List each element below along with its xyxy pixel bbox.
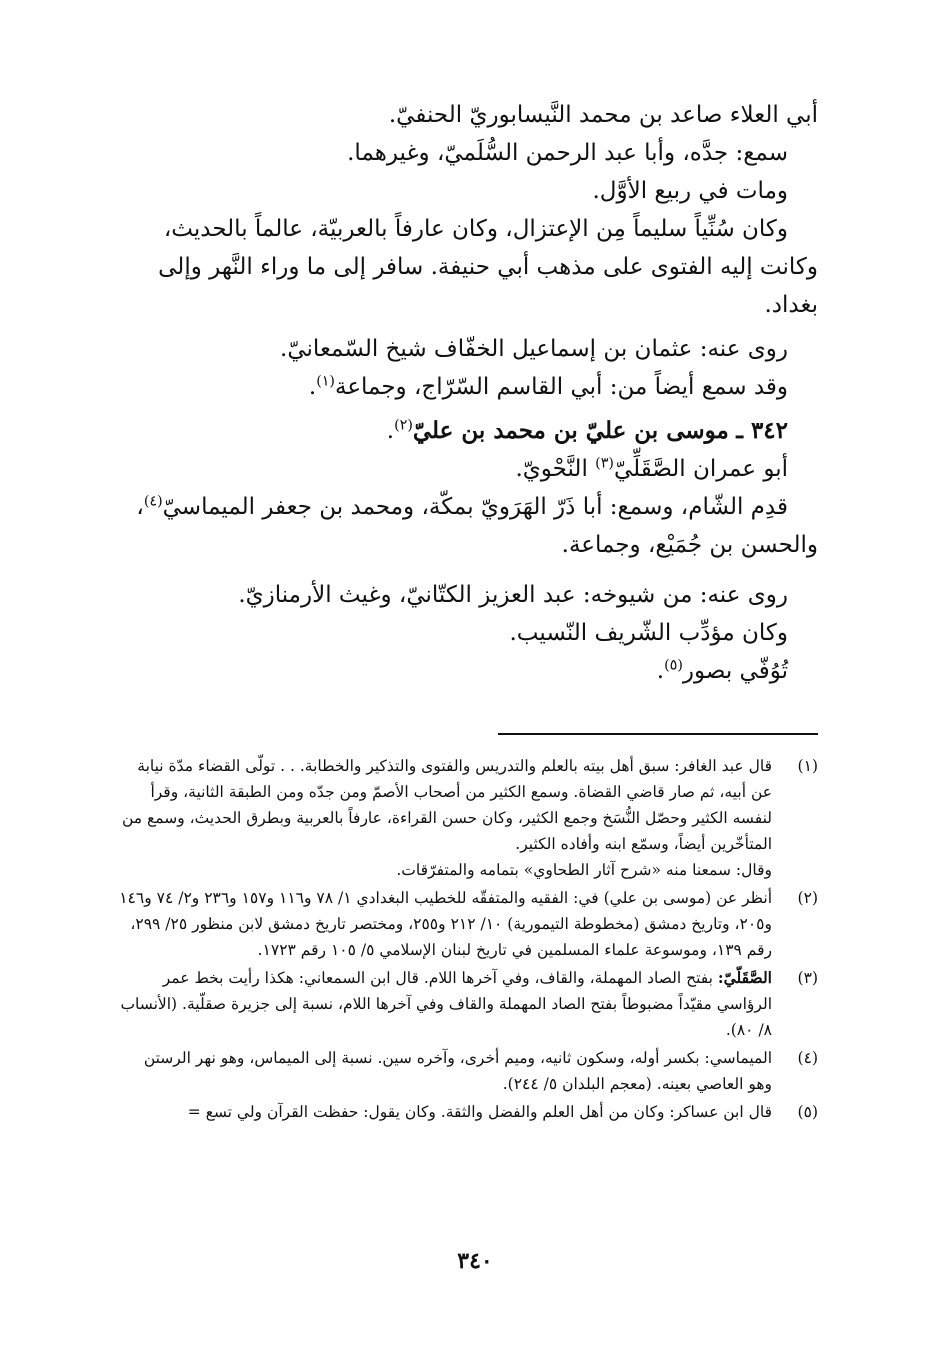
line-text: تُوُفّي بصور [682,658,788,684]
text-line: قدِم الشّام، وسمع: أبا ذَرّ الهَرَويّ بمكّة، ومحمد بن جعفر الميماسيّ$^{(٤)}$، [136,493,788,520]
footnotes [118,753,818,1127]
footnote-text: الميماسي: بكسر أوله، وسكون ثانيه، وميم أخرى، وآخره سين. نسبة إلى الميماس، وهو نهر الرستن وهو العاصي بعينه. (معجم البلدان ٥/ ٢٤٤). [143,1049,772,1093]
footnote-marker: (٣) [595,455,614,472]
entry-heading: ٣٤٢ ـ موسى بن عليّ بن محمد بن عليّ$^{(٢)}$. [386,417,788,444]
footnote-text: أنظر عن (موسى بن علي) في: الفقيه والمتفقّه للخطيب البغدادي ١/ ٧٨ و١١٦ و١٥٧ و٢٣٦ و٢/ ٧٤ و١٤٦ و٢٠٥، وتاريخ دمشق (مخطوطة التيمورية) ١٠/ ٢١٢ و٢٥٥، ومختصر تاريخ دمشق لابن منظور ٢٥/ ٢٩٩، رقم ١٣٩، وموسوعة علماء المسلمين في تاريخ لبنان الإسلامي ٥/ ١٠٥ رقم ١٧٢٣. [119,889,772,959]
footnote-text: قال ابن عساكر: وكان من أهل العلم والفضل والثقة. وكان يقول: حفظت القرآن ولي تسع = [187,1103,772,1121]
text-line: وقد سمع أيضاً من: أبي القاسم السّرّاج، وجماعة$^{(١)}$. [308,373,788,400]
footnote [118,1099,818,1125]
footnote-separator [498,733,818,735]
footnote-number: (٣) [797,969,818,987]
entry-name: موسى بن عليّ بن محمد بن عليّ [412,417,729,444]
footnote-marker: (٥) [664,657,683,674]
text-line [118,450,818,488]
text-line: وكانت إليه الفتوى على مذهب أبي حنيفة. سافر إلى ما وراء النَّهر وإلى بغداد. [158,254,818,318]
footnote-lead: الصَّقَلّيّ: [717,968,772,987]
footnote-marker: (١) [316,373,335,390]
text-line: روى عنه: عثمان بن إسماعيل الخفّاف شيخ السّمعانيّ. [280,336,788,362]
footnote [118,1045,818,1097]
line-text: النَّحْويّ. [515,456,588,482]
footnote-text: بفتح الصاد المهملة، والقاف، وفي آخرها اللام. قال ابن السمعاني: هكذا رأيت بخط عمر الرؤاسي مقيّداً مضبوطاً بفتح الصاد المهملة والقاف وفي آخرها اللام، نسبة إلى جزيرة صقلّية. (الأنساب ٨/ ٨٠). [120,969,772,1039]
footnote-marker: (٤) [143,493,163,510]
footnote-number: (٥) [797,1103,818,1121]
line-text: أبو عمران الصَّقَلِّيّ [613,456,788,482]
entry-number: ٣٤٢ ـ [736,417,788,444]
footnote-text: وقال: سمعنا منه «شرح آثار الطحاوي» بتمامه والمتفرّقات. [396,861,772,879]
text-line: ومات في ربيع الأوَّل. [592,178,788,204]
footnote [118,965,818,1043]
footnote-number: (٤) [797,1049,818,1067]
footnote [118,885,818,963]
page-number: ٣٤٠ [457,1248,493,1274]
footnote-text: قال عبد الغافر: سبق أهل بيته بالعلم والتدريس والفتوى والتذكير والخطابة. . . تولّى القضاء مدّة نيابة عن أبيه، ثم صار قاضي القضاة. وسمع الكثير من أصحاب الأصمّ ومن جدّه ومن الطبقة الثانية، وقرأ لنفسه الكثير وحصّل النُّسَخ وجمع الكثير، وكان حسن القراءة، عارفاً بالعربية وبطرق الحديث، وسمع من المتأخّرين أيضاً، وسمّع ابنه وأفاده الكثير. [122,757,772,853]
footnote-marker: (٢) [394,417,413,434]
line-text: قدِم الشّام، وسمع: أبا ذَرّ الهَرَويّ بمكّة، ومحمد بن جعفر الميماسيّ [162,494,788,520]
line-text: وقد سمع أيضاً من: أبي القاسم السّرّاج، وجماعة [334,374,788,400]
text-line: روى عنه: من شيوخه: عبد العزيز الكتّانيّ، وغيث الأرمنازيّ. [238,582,788,608]
text-line: وكان سُنِّياً سليماً مِن الإعتزال، وكان عارفاً بالعربيّة، عالماً بالحديث، [163,216,788,242]
text-line: سمع: جدَّه، وأبا عبد الرحمن السُّلَميّ، وغيرهما. [347,140,788,166]
text-line: تُوُفّي بصور$^{(٥)}$. [656,657,788,684]
text-line: والحسن بن جُمَيْع، وجماعة. [561,532,818,558]
main-text [118,96,818,690]
footnote-number: (٢) [797,889,818,907]
footnote [118,753,818,883]
text-line: وكان مؤدِّب الشّريف النّسيب. [509,620,788,646]
text-line: أبي العلاء صاعد بن محمد النَّيسابوريّ الحنفيّ. [388,102,818,128]
footnote-number: (١) [797,757,818,775]
